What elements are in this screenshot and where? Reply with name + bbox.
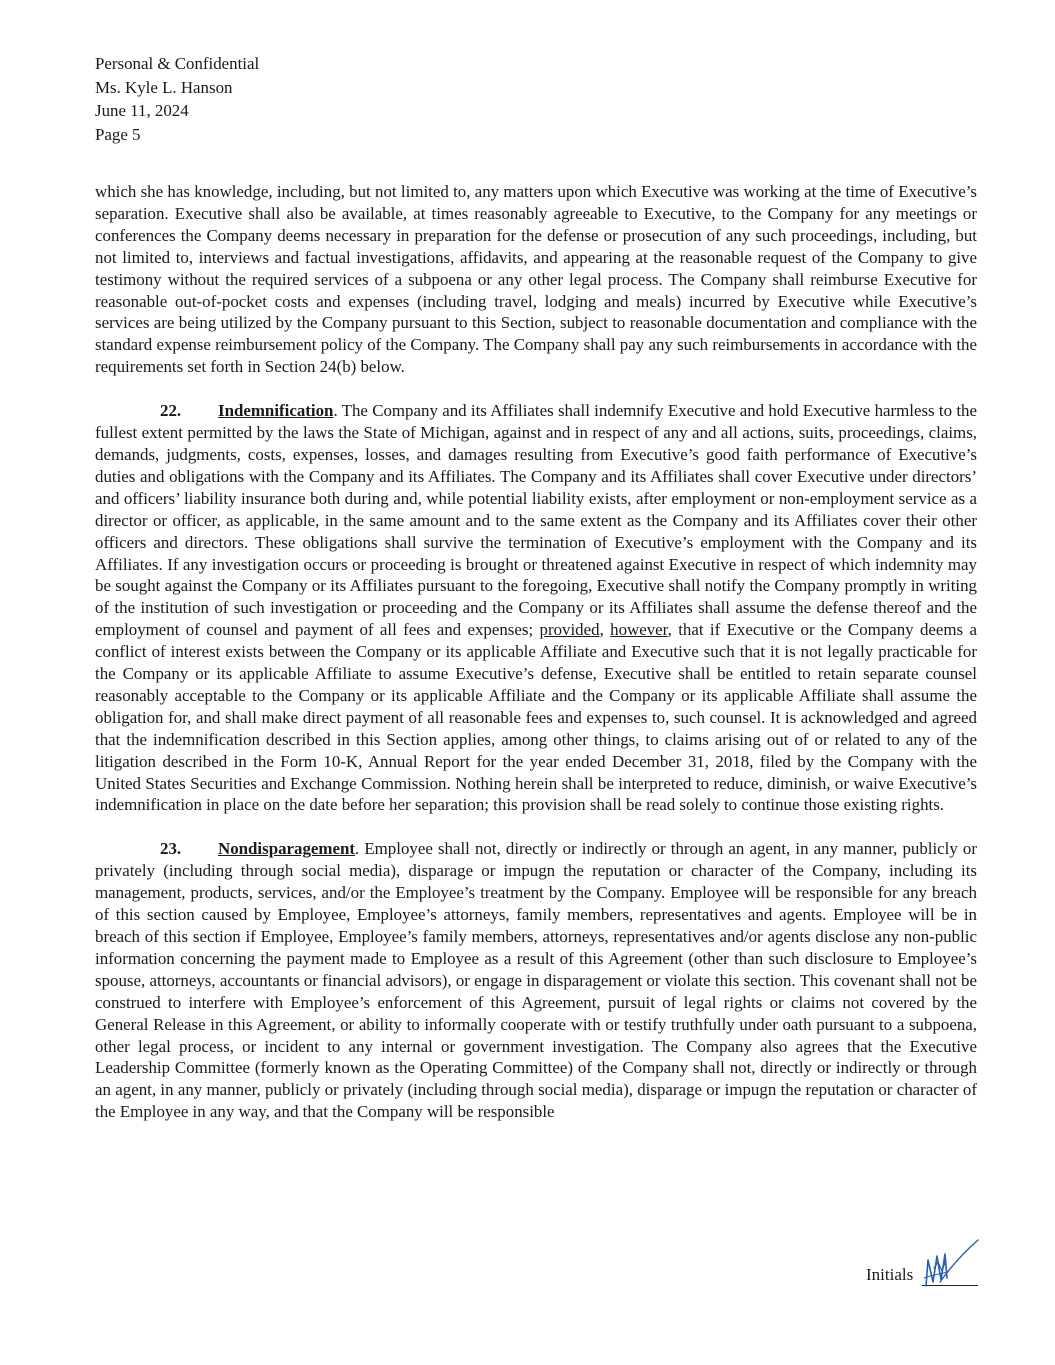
confidentiality-line: Personal & Confidential xyxy=(95,54,260,73)
section-22-title: Indemnification xyxy=(218,401,334,421)
letter-header xyxy=(95,52,259,146)
section-22-number: 22. xyxy=(160,401,182,421)
section-22-text-a: . The Company and its Affiliates shall indemnify Executive and hold Executive harmless to the fullest extent permitted by the laws the State of Michigan, against and in respect of any and all actions, suits, proceedings, claims, demands, judgments, costs, expenses, losses, and damages resulting from Executive’s good faith performance of Executive’s duties and obligations with the Company and its Affiliates. The Company and its Affiliates shall cover Executive under directors’ and officers’ liability insurance both during and, while potential liability exists, after employment or non-employment service as a director or officer, as applicable, in the same amount and to the same extent as the Company and its Affiliates cover their other officers and directors. These obligations shall survive the termination of Executive’s employment with the Company and its Affiliates. If any investigation occurs or proceeding is brought or threatened against Executive in respect of which indemnity may be sought against the Company or its Affiliates pursuant to the foregoing, Executive shall notify the Company promptly in writing of the institution of such investigation or proceeding and the Company or its Affiliates shall assume the defense thereof and the employment of counsel and payment of all fees and expenses; xyxy=(95,401,977,640)
section-23-text: . Employee shall not, directly or indirectly or through an agent, in any manner, publicly or privately (including through social media), disparage or impugn the reputation or character of the Company, including its management, products, services, and/or the Employee’s treatment by the Company. Employee will be responsible for any breach of this section caused by Employee, Employee’s attorneys, family members, representatives and agents. Employee will be in breach of this section if Employee, Employee’s family members, attorneys, representatives and/or agents disclose any non-public information concerning the payment made to Employee as a result of this Agreement (other than such disclosure to Employee’s spouse, attorneys, accountants or financial advisors), or engage in disparagement or violate this section. This covenant shall not be construed to interfere with Employee’s enforcement of this Agreement, pursuit of legal rights or claims not covered by the General Release in this Agreement, or ability to informally cooperate with or testify truthfully under oath pursuant to a subpoena, other legal process, or incident to any internal or government investigation. The Company also agrees that the Executive Leadership Committee (formerly known as the Operating Committee) of the Company shall not, directly or indirectly or through an agent, in any manner, publicly or privately (including through social media), disparage or impugn the reputation or character of the Employee in any way, and that the Company will be responsible xyxy=(95,839,977,1122)
however-term: however xyxy=(610,620,668,640)
section-22-comma: , xyxy=(599,620,611,640)
initials-block xyxy=(866,1238,981,1298)
section-23-number: 23. xyxy=(160,839,182,859)
letter-body xyxy=(95,181,977,1123)
page-number: Page 5 xyxy=(95,124,141,144)
handwritten-initials-signature xyxy=(920,1238,980,1290)
letter-date: June 11, 2024 xyxy=(95,101,189,120)
section-23-paragraph xyxy=(95,838,977,1123)
provided-term: provided xyxy=(539,620,600,640)
initials-label: Initials xyxy=(866,1265,914,1284)
section-22-paragraph xyxy=(95,400,977,816)
recipient-name: Ms. Kyle L. Hanson xyxy=(95,77,233,97)
section-22-text-b: , that if Executive or the Company deems a conflict of interest exists between the Company or its applicable Affiliate and Executive such that it is not legally practicable for the Company or its applicable Affiliate to assume Executive’s defense, Executive shall be entitled to retain separate counsel reasonably acceptable to the Company or its applicable Affiliate and the Company or its applicable Affiliate shall assume the obligation for, and shall make direct payment of all reasonable fees and expenses to, such counsel. It is acknowledged and agreed that the indemnification described in this Section applies, among other things, to claims arising out of or related to any of the litigation described in the Form 10-K, Annual Report for the year ended December 31, 2018, filed by the Company with the United States Securities and Exchange Commission. Nothing herein shall be interpreted to reduce, diminish, or waive Executive’s indemnification in place on the date before her separation; this provision shall be read solely to continue those existing rights. xyxy=(95,620,977,815)
continued-paragraph: which she has knowledge, including, but not limited to, any matters upon which Executive was working at the time of Executive’s separation. Executive shall also be available, at times reasonably agreeable to Executive, to the Company for any meetings or conferences the Company deems necessary in preparation for the defense or prosecution of any such proceedings, including, but not limited to, interviews and factual investigations, affidavits, and appearing at the reasonable request of the Company to give testimony without the required services of a subpoena or any other legal process. The Company shall reimburse Executive for reasonable out-of-pocket costs and expenses (including travel, lodging and meals) incurred by Executive while Executive’s services are being utilized by the Company pursuant to this Section, subject to reasonable documentation and compliance with the standard expense reimbursement policy of the Company. The Company shall pay any such reimbursements in accordance with the requirements set forth in Section 24(b) below. xyxy=(95,182,977,377)
section-23-title: Nondisparagement xyxy=(218,839,356,859)
